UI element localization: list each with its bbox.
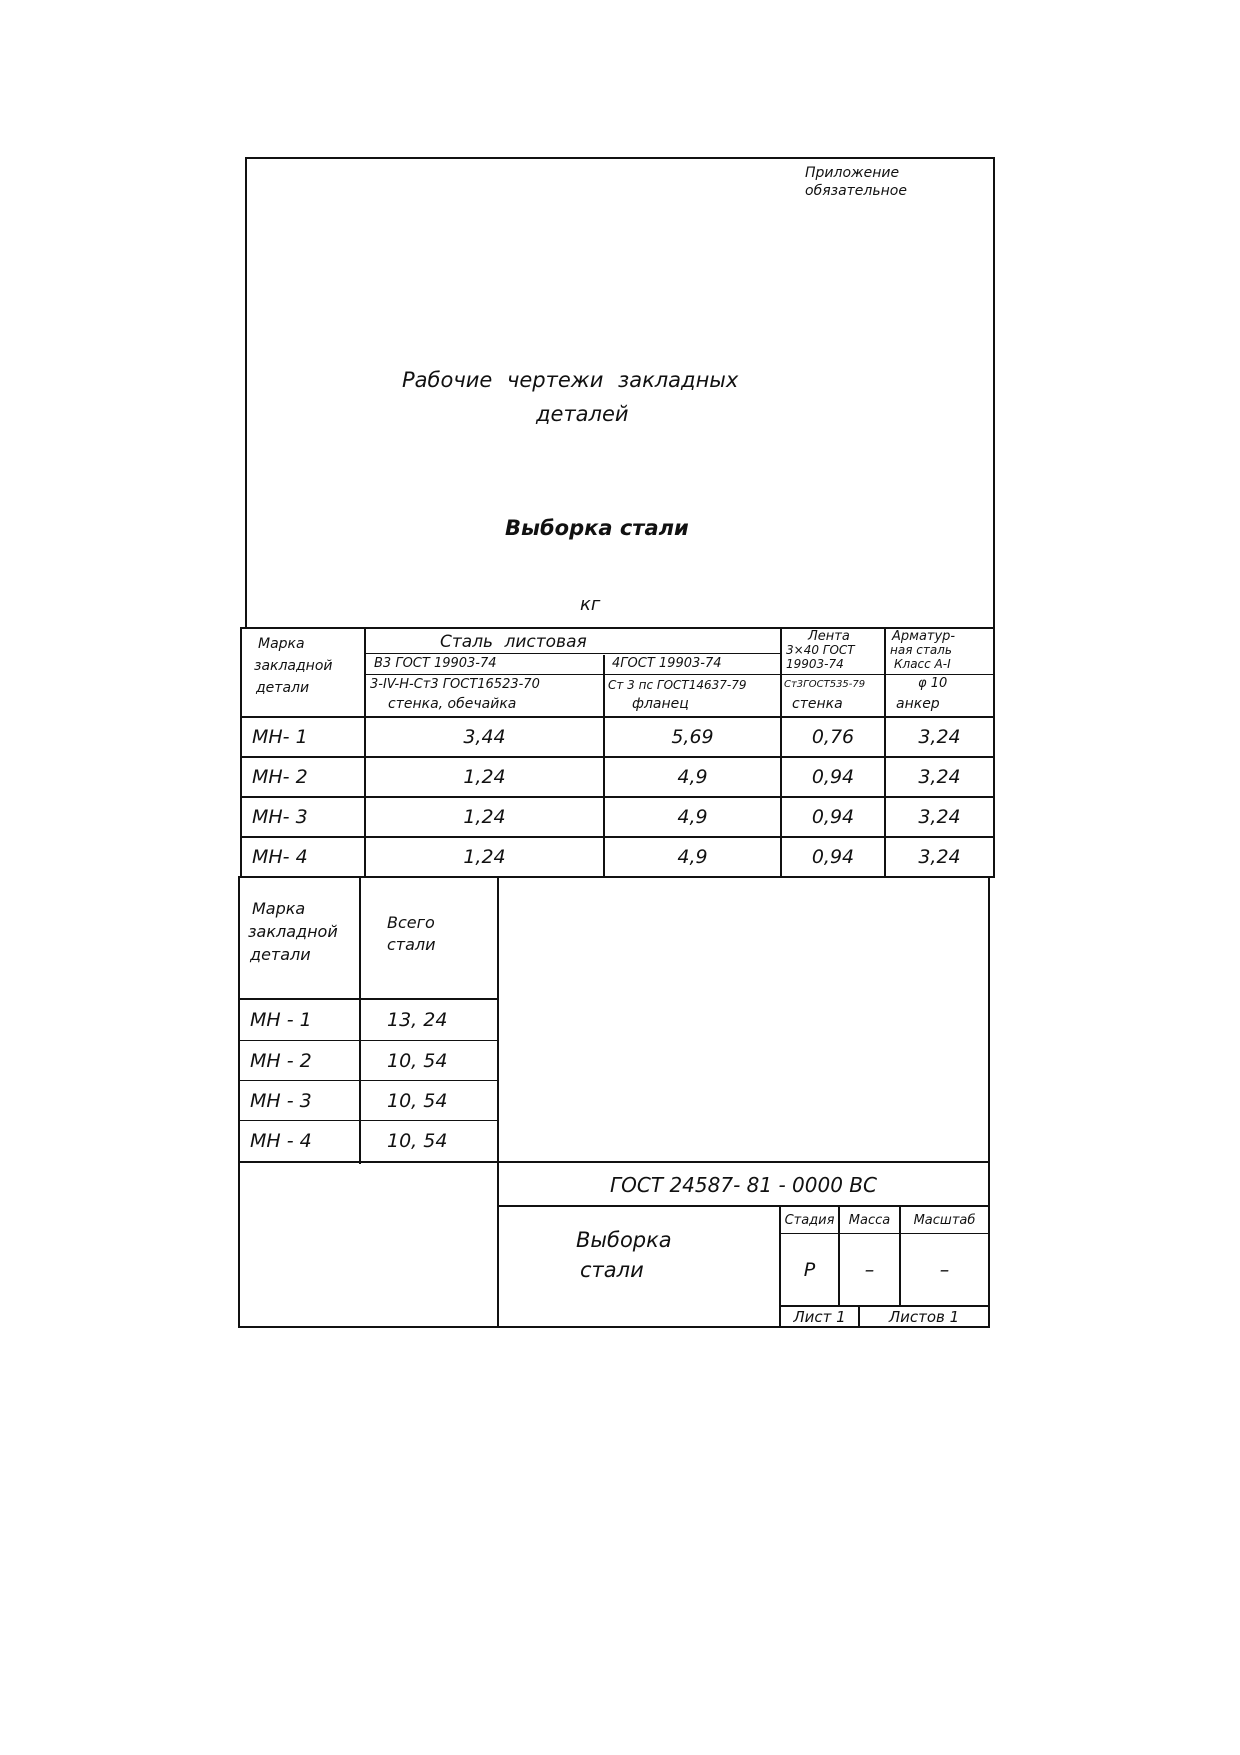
t1-col5-usage: анкер bbox=[896, 696, 940, 712]
table2-vline-2 bbox=[497, 876, 499, 1328]
t1-row-v3: 0,94 bbox=[811, 766, 855, 788]
t1-row-v1: 1,24 bbox=[463, 846, 506, 868]
t1-mark-h1: Марка bbox=[258, 636, 305, 652]
t2-total-h2: стали bbox=[387, 935, 436, 954]
stamp-code-rule bbox=[497, 1205, 989, 1207]
t1-row-mark: МН- 3 bbox=[252, 806, 308, 828]
t1-row-v4: 3,24 bbox=[918, 766, 961, 788]
t2-row-total: 10, 54 bbox=[387, 1049, 448, 1072]
table1-header-rule-2 bbox=[364, 674, 994, 675]
t1-row-v2: 4,9 bbox=[677, 766, 708, 788]
t1-mark-h2: закладной bbox=[254, 658, 333, 674]
stamp-scale-label: Масштаб bbox=[913, 1213, 976, 1228]
t2-row-mark: МН - 2 bbox=[250, 1049, 312, 1072]
table2-bottom-rule bbox=[238, 1161, 990, 1163]
t1-row-mark: МН- 1 bbox=[252, 726, 308, 748]
t1-row-v3: 0,94 bbox=[811, 806, 855, 828]
t1-row-v1: 1,24 bbox=[463, 766, 506, 788]
t1-row-v2: 4,9 bbox=[677, 806, 708, 828]
t1-col4-l2: 3×40 ГОСТ bbox=[786, 643, 855, 657]
t1-row-v4: 3,24 bbox=[918, 846, 961, 868]
t2-row-total: 10, 54 bbox=[387, 1130, 448, 1152]
stamp-mass-label: Масса bbox=[848, 1213, 891, 1228]
t1-col4-l1: Лента bbox=[808, 629, 850, 644]
stamp-doc-code: ГОСТ 24587- 81 - 0000 ВС bbox=[610, 1172, 877, 1197]
t1-group-header: Сталь листовая bbox=[440, 632, 587, 652]
t1-col5-l2: ная сталь bbox=[890, 643, 952, 657]
page-subtitle: Выборка стали bbox=[505, 516, 689, 540]
t1-row-v4: 3,24 bbox=[918, 726, 961, 748]
table1-header-rule-1 bbox=[364, 653, 782, 654]
t1-col3-grade: Ст 3 пс ГОСТ14637-79 bbox=[608, 678, 747, 692]
stamp-stage-value: Р bbox=[803, 1258, 816, 1281]
stamp-scale-value: – bbox=[939, 1258, 950, 1281]
unit-label: кг bbox=[580, 594, 601, 615]
table2-right-rule bbox=[988, 876, 990, 1328]
t1-row-v3: 0,94 bbox=[811, 846, 855, 868]
stamp-mass-value: – bbox=[864, 1258, 875, 1281]
t1-row-mark: МН- 2 bbox=[252, 766, 308, 788]
stamp-name-line2: стали bbox=[580, 1258, 644, 1282]
t2-mark-h1: Марка bbox=[252, 899, 306, 918]
stamp-sheets: Листов 1 bbox=[888, 1308, 960, 1326]
t1-col5-l1: Арматур- bbox=[892, 629, 956, 644]
t1-col2-usage: стенка, обечайка bbox=[388, 696, 517, 712]
t1-row-v3: 0,76 bbox=[811, 726, 855, 748]
appendix-line2: обязательное bbox=[805, 183, 907, 199]
appendix-line1: Приложение bbox=[805, 165, 900, 181]
t1-col5-grade: φ 10 bbox=[918, 676, 948, 691]
t1-row-v2: 4,9 bbox=[677, 846, 708, 868]
table1-row-rule-5 bbox=[240, 876, 995, 878]
t1-col3-gost: 4ГОСТ 19903-74 bbox=[612, 656, 722, 671]
t1-row-v1: 1,24 bbox=[463, 806, 506, 828]
t2-row-mark: МН - 1 bbox=[250, 1009, 312, 1031]
t1-col5-l3: Класс А-I bbox=[894, 657, 951, 671]
t1-mark-h3: детали bbox=[256, 680, 310, 696]
t1-col2-gost: В3 ГОСТ 19903-74 bbox=[374, 656, 497, 671]
page-title-line1: Рабочие чертежи закладных bbox=[402, 368, 739, 392]
t2-row-total: 10, 54 bbox=[387, 1089, 448, 1112]
t2-row-mark: МН - 3 bbox=[250, 1089, 312, 1112]
t1-row-v2: 5,69 bbox=[671, 726, 714, 748]
stamp-stage-label: Стадия bbox=[784, 1213, 835, 1228]
t1-col4-l3: 19903-74 bbox=[786, 657, 844, 671]
t1-row-mark: МН- 4 bbox=[252, 846, 308, 868]
t1-col3-usage: фланец bbox=[632, 696, 689, 712]
t2-total-h1: Всего bbox=[387, 913, 435, 932]
page-title-line2: деталей bbox=[536, 402, 629, 426]
table1-top-rule bbox=[240, 627, 995, 629]
stamp-sheet: Лист 1 bbox=[793, 1308, 846, 1326]
t1-col4-grade: Ст3ГОСТ535-79 bbox=[784, 679, 866, 690]
t1-row-v4: 3,24 bbox=[918, 806, 961, 828]
t2-mark-h3: детали bbox=[250, 945, 311, 964]
drawing-frame bbox=[245, 157, 995, 627]
t2-row-total: 13, 24 bbox=[387, 1009, 448, 1031]
t1-col4-usage: стенка bbox=[792, 696, 843, 712]
t1-col2-grade: 3-IV-Н-Ст3 ГОСТ16523-70 bbox=[370, 677, 540, 692]
t1-row-v1: 3,44 bbox=[463, 726, 506, 748]
t2-row-mark: МН - 4 bbox=[250, 1130, 312, 1152]
table1-right-rule bbox=[993, 627, 995, 877]
stamp-name-line1: Выборка bbox=[576, 1228, 672, 1252]
t2-mark-h2: закладной bbox=[248, 922, 338, 941]
